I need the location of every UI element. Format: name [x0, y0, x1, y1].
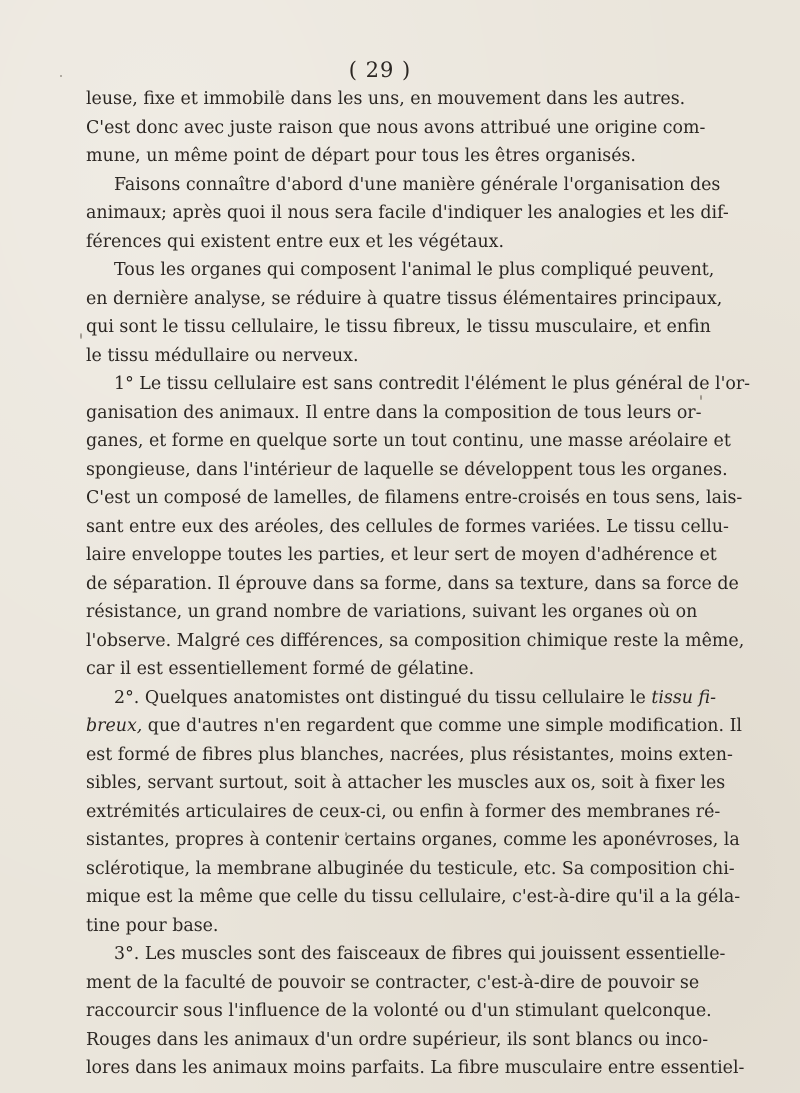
italic-term: tissu fi-	[651, 687, 716, 708]
text-line	[86, 228, 664, 257]
line-text: laire enveloppe toutes les parties, et leur sert de moyen d'adhérence et	[86, 545, 717, 565]
paper-speck	[80, 333, 82, 339]
line-text: sistantes, propres à contenir certains organes, comme les aponévroses, la	[86, 830, 740, 850]
line-text: extrémités articulaires de ceux-ci, ou enfin à former des membranes ré-	[86, 801, 721, 822]
paper-speck	[700, 395, 702, 400]
text-line	[86, 684, 716, 713]
text-line	[86, 655, 664, 684]
line-text: 3°. Les muscles sont des faisceaux de fibres qui jouissent essentielle-	[114, 944, 726, 964]
line-text: ment de la faculté de pouvoir se contracter, c'est-à-dire de pouvoir se	[86, 972, 700, 993]
line-text: est formé de fibres plus blanches, nacrées, plus résistantes, moins exten-	[86, 744, 733, 765]
line-text: 1° Le tissu cellulaire est sans contredit l'élément le plus général de l'or-	[114, 374, 751, 394]
text-line	[86, 769, 726, 798]
page-number: ( 29 )	[348, 58, 412, 82]
line-text: ganisation des animaux. Il entre dans la composition de tous leurs or-	[86, 402, 702, 423]
line-text: ganes, et forme en quelque sorte un tout continu, une masse aréolaire et	[86, 431, 731, 451]
line-text: férences qui existent entre eux et les végétaux.	[86, 231, 505, 252]
line-text: mique est la même que celle du tissu cellulaire, c'est-à-dire qu'il a la géla-	[86, 887, 741, 907]
line-text: leuse, fixe et immobile dans les uns, en mouvement dans les autres.	[86, 89, 686, 109]
body-text	[86, 85, 751, 1083]
text-line	[86, 826, 740, 855]
text-line	[86, 570, 739, 599]
italic-term: breux,	[86, 716, 143, 736]
line-text: Tous les organes qui composent l'animal le plus compliqué peuvent,	[114, 260, 715, 280]
text-line	[86, 484, 743, 513]
line-text: spongieuse, dans l'intérieur de laquelle se développent tous les organes.	[86, 459, 728, 480]
paper-speck	[60, 75, 62, 77]
text-line	[86, 256, 715, 285]
line-text: Rouges dans les animaux d'un ordre supérieur, ils sont blancs ou inco-	[86, 1029, 709, 1050]
text-line	[86, 940, 726, 969]
line-text: 2°. Quelques anatomistes ont distingué du tissu cellulaire le	[114, 687, 652, 708]
text-line	[86, 399, 702, 428]
line-text: sibles, servant surtout, soit à attacher les muscles aux os, soit à fixer les	[86, 773, 726, 793]
paper-speck	[345, 832, 347, 836]
text-line	[86, 313, 711, 342]
text-line	[86, 456, 728, 485]
line-text: tine pour base.	[86, 915, 219, 936]
text-line	[86, 427, 731, 456]
line-text: C'est un composé de lamelles, de filamens entre-croisés en tous sens, lais-	[86, 488, 743, 508]
text-line	[86, 142, 664, 171]
text-line	[86, 199, 729, 228]
line-text: car il est essentiellement formé de gélatine.	[86, 659, 475, 679]
text-line	[86, 997, 712, 1026]
text-line	[86, 598, 698, 627]
text-line	[86, 171, 721, 200]
line-text: lores dans les animaux moins parfaits. La fibre musculaire entre essentiel-	[86, 1058, 745, 1078]
line-text: C'est donc avec juste raison que nous avons attribué une origine com-	[86, 117, 706, 138]
line-text: l'observe. Malgré ces différences, sa composition chimique reste la même,	[86, 630, 745, 651]
text-line	[86, 114, 706, 143]
text-line	[86, 513, 729, 542]
line-text: de séparation. Il éprouve dans sa forme, dans sa texture, dans sa force de	[86, 573, 739, 594]
line-text: sclérotique, la membrane albuginée du testicule, etc. Sa composition chi-	[86, 858, 735, 879]
line-text: qui sont le tissu cellulaire, le tissu fibreux, le tissu musculaire, et enfin	[86, 317, 711, 337]
line-text: en dernière analyse, se réduire à quatre tissus élémentaires principaux,	[86, 288, 723, 309]
text-line	[86, 883, 741, 912]
text-line	[86, 85, 686, 114]
text-line	[86, 541, 717, 570]
text-line	[86, 798, 721, 827]
text-line	[86, 969, 700, 998]
line-text: Faisons connaître d'abord d'une manière générale l'organisation des	[114, 174, 721, 195]
text-line	[86, 1026, 709, 1055]
line-text: sant entre eux des aréoles, des cellules de formes variées. Le tissu cellu-	[86, 516, 729, 537]
text-line	[86, 741, 733, 770]
text-line	[86, 370, 751, 399]
line-text: résistance, un grand nombre de variations, suivant les organes où on	[86, 602, 698, 622]
text-line	[86, 627, 745, 656]
line-text: animaux; après quoi il nous sera facile d'indiquer les analogies et les dif-	[86, 203, 729, 223]
line-text: mune, un même point de départ pour tous les êtres organisés.	[86, 146, 636, 166]
line-text: que d'autres n'en regardent que comme une simple modification. Il	[142, 716, 742, 736]
paper-speck	[276, 90, 279, 93]
text-line	[86, 712, 742, 741]
text-line	[86, 1054, 745, 1083]
text-line	[86, 342, 664, 371]
line-text: le tissu médullaire ou nerveux.	[86, 345, 359, 366]
text-line	[86, 285, 723, 314]
line-text: raccourcir sous l'influence de la volonté ou d'un stimulant quelconque.	[86, 1001, 712, 1021]
text-line	[86, 855, 735, 884]
text-line	[86, 912, 664, 941]
